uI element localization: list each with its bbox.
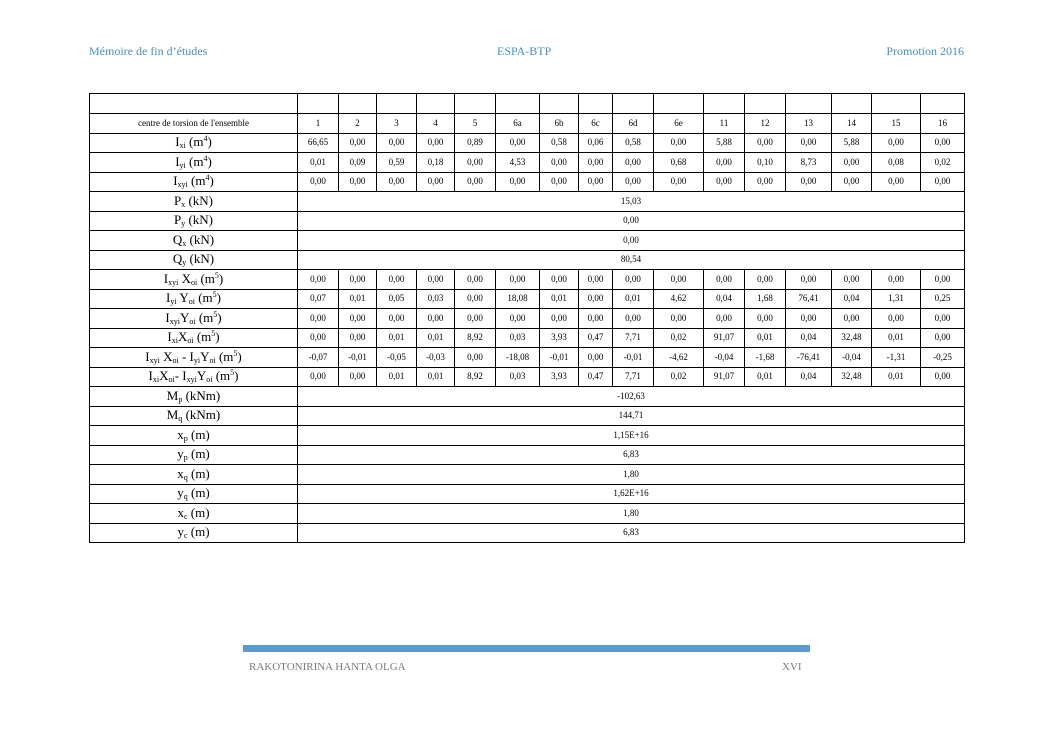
table-row — [90, 426, 965, 446]
value-cell: 0,00 — [377, 270, 417, 290]
value-cell: 0,06 — [579, 133, 613, 153]
value-cell: 0,00 — [745, 133, 786, 153]
value-cell: 0,00 — [579, 348, 613, 368]
row-label: $I_{xi}X_{oi}$ $(m^5)$ — [90, 328, 298, 348]
value-cell: 0,08 — [872, 153, 921, 173]
value-cell: 0,03 — [496, 328, 540, 348]
row-label: $x_c$ (m) — [90, 504, 298, 524]
value-cell: 0,01 — [417, 367, 455, 387]
value-cell: 0,01 — [872, 367, 921, 387]
value-cell: -0,03 — [417, 348, 455, 368]
value-cell: 0,00 — [654, 309, 704, 329]
column-header: 5 — [455, 114, 496, 134]
value-cell: 4,53 — [496, 153, 540, 173]
column-header: 11 — [704, 114, 745, 134]
value-cell: 0,00 — [832, 172, 872, 192]
table-row — [90, 328, 965, 348]
value-cell: 0,00 — [613, 309, 654, 329]
value-cell: 0,00 — [921, 270, 965, 290]
footer-bar — [243, 645, 810, 652]
table-row — [90, 523, 965, 543]
value-cell: 0,00 — [455, 172, 496, 192]
value-cell: 0,00 — [417, 172, 455, 192]
value-cell: 0,01 — [872, 328, 921, 348]
value-cell: 0,00 — [496, 270, 540, 290]
value-cell: 0,00 — [579, 172, 613, 192]
value-cell: 0,04 — [832, 289, 872, 309]
row-label: $P_y$ (kN) — [90, 211, 298, 231]
value-cell: 7,71 — [613, 328, 654, 348]
table-row — [90, 172, 965, 192]
value-cell: 0,00 — [417, 133, 455, 153]
value-cell: -1,31 — [872, 348, 921, 368]
row-label: $I_{xi}X_{oi}-$ $I_{xyi}Y_{oi}$ $(m^5)$ — [90, 367, 298, 387]
value-cell: 0,00 — [579, 309, 613, 329]
value-cell: 0,00 — [832, 270, 872, 290]
value-cell: 0,00 — [417, 270, 455, 290]
value-cell: -1,68 — [745, 348, 786, 368]
table-row — [90, 289, 965, 309]
value-cell: 0,00 — [654, 172, 704, 192]
column-header: 14 — [832, 114, 872, 134]
value-cell: 76,41 — [786, 289, 832, 309]
value-cell: -18,08 — [496, 348, 540, 368]
value-cell: 32,48 — [832, 367, 872, 387]
value-cell: 0,18 — [417, 153, 455, 173]
table-row — [90, 406, 965, 426]
value-cell: 0,05 — [377, 289, 417, 309]
row-label: $x_q$ (m) — [90, 465, 298, 485]
value-cell: 0,00 — [455, 289, 496, 309]
row-label: $I_{xyi}Y_{oi}$ $(m^5)$ — [90, 309, 298, 329]
total-value-cell: 80,54 — [298, 250, 965, 270]
value-cell: 0,00 — [496, 133, 540, 153]
value-cell: 0,01 — [417, 328, 455, 348]
value-cell: 0,00 — [654, 270, 704, 290]
value-cell: -0,01 — [540, 348, 579, 368]
header-left-title: Mémoire de fin d’études — [89, 44, 208, 58]
table-row — [90, 445, 965, 465]
blank-cell — [455, 94, 496, 114]
row-label: $I_{xi}$ $(m^4)$ — [90, 133, 298, 153]
header-center-title: ESPA-BTP — [497, 44, 552, 58]
row-label: $Q_y$ (kN) — [90, 250, 298, 270]
row-label: $M_p$ (kNm) — [90, 387, 298, 407]
total-value-cell: -102,63 — [298, 387, 965, 407]
value-cell: 0,01 — [613, 289, 654, 309]
footer-author: RAKOTONIRINA HANTA OLGA — [249, 661, 406, 673]
total-value-cell: 0,00 — [298, 231, 965, 251]
value-cell: 0,00 — [339, 270, 377, 290]
value-cell: 0,00 — [339, 172, 377, 192]
table-row — [90, 484, 965, 504]
value-cell: 0,01 — [377, 367, 417, 387]
value-cell: 7,71 — [613, 367, 654, 387]
table-row — [90, 348, 965, 368]
table-row — [90, 270, 965, 290]
blank-cell — [704, 94, 745, 114]
value-cell: -4,62 — [654, 348, 704, 368]
column-header: 16 — [921, 114, 965, 134]
value-cell: 0,10 — [745, 153, 786, 173]
value-cell: 0,00 — [455, 153, 496, 173]
value-cell: 1,31 — [872, 289, 921, 309]
column-header: 6c — [579, 114, 613, 134]
column-header: 13 — [786, 114, 832, 134]
value-cell: 0,00 — [832, 309, 872, 329]
value-cell: 18,08 — [496, 289, 540, 309]
value-cell: 0,01 — [377, 328, 417, 348]
header-right-title: Promotion 2016 — [886, 44, 964, 58]
value-cell: 0,00 — [540, 270, 579, 290]
table-row — [90, 387, 965, 407]
value-cell: -0,04 — [832, 348, 872, 368]
value-cell: -0,01 — [613, 348, 654, 368]
value-cell: 0,00 — [872, 172, 921, 192]
value-cell: 8,73 — [786, 153, 832, 173]
value-cell: -76,41 — [786, 348, 832, 368]
value-cell: 0,09 — [339, 153, 377, 173]
blank-cell — [90, 94, 298, 114]
value-cell: 3,93 — [540, 367, 579, 387]
torsion-center-table — [89, 93, 965, 543]
column-header: 6d — [613, 114, 654, 134]
value-cell: 0,00 — [704, 309, 745, 329]
value-cell: 0,00 — [540, 172, 579, 192]
blank-row — [90, 94, 965, 114]
blank-cell — [921, 94, 965, 114]
blank-cell — [298, 94, 339, 114]
value-cell: 0,00 — [786, 172, 832, 192]
blank-cell — [417, 94, 455, 114]
value-cell: 0,00 — [339, 309, 377, 329]
table-row — [90, 211, 965, 231]
value-cell: 0,07 — [298, 289, 339, 309]
row-label: $y_p$ (m) — [90, 445, 298, 465]
blank-cell — [579, 94, 613, 114]
row-label: $P_x$ (kN) — [90, 192, 298, 212]
value-cell: 0,00 — [339, 328, 377, 348]
value-cell: 0,00 — [786, 133, 832, 153]
value-cell: 0,58 — [540, 133, 579, 153]
value-cell: 0,00 — [654, 133, 704, 153]
value-cell: 0,00 — [579, 270, 613, 290]
value-cell: 0,01 — [298, 153, 339, 173]
table-row — [90, 309, 965, 329]
blank-cell — [496, 94, 540, 114]
value-cell: -0,04 — [704, 348, 745, 368]
value-cell: 0,01 — [745, 367, 786, 387]
column-header: 15 — [872, 114, 921, 134]
table-row — [90, 153, 965, 173]
value-cell: 0,00 — [455, 348, 496, 368]
blank-cell — [654, 94, 704, 114]
value-cell: 0,00 — [832, 153, 872, 173]
value-cell: 0,00 — [579, 153, 613, 173]
value-cell: 0,00 — [455, 309, 496, 329]
value-cell: 0,00 — [921, 309, 965, 329]
value-cell: 0,00 — [704, 172, 745, 192]
value-cell: 0,00 — [704, 153, 745, 173]
value-cell: 91,07 — [704, 367, 745, 387]
value-cell: 0,03 — [496, 367, 540, 387]
value-cell: -0,05 — [377, 348, 417, 368]
value-cell: 0,00 — [745, 270, 786, 290]
value-cell: 32,48 — [832, 328, 872, 348]
value-cell: 0,68 — [654, 153, 704, 173]
value-cell: 0,00 — [579, 289, 613, 309]
value-cell: -0,25 — [921, 348, 965, 368]
total-value-cell: 15,03 — [298, 192, 965, 212]
column-header-row — [90, 114, 965, 134]
value-cell: 5,88 — [704, 133, 745, 153]
total-value-cell: 1,80 — [298, 465, 965, 485]
blank-cell — [786, 94, 832, 114]
value-cell: -0,01 — [339, 348, 377, 368]
total-value-cell: 1,80 — [298, 504, 965, 524]
value-cell: 0,00 — [921, 328, 965, 348]
column-header: 2 — [339, 114, 377, 134]
value-cell: 0,47 — [579, 367, 613, 387]
blank-cell — [613, 94, 654, 114]
value-cell: 0,00 — [377, 133, 417, 153]
row-label: $y_c$ (m) — [90, 523, 298, 543]
blank-cell — [540, 94, 579, 114]
value-cell: 0,25 — [921, 289, 965, 309]
column-header: 4 — [417, 114, 455, 134]
value-cell: 0,00 — [339, 367, 377, 387]
value-cell: 0,00 — [745, 309, 786, 329]
column-header: 1 — [298, 114, 339, 134]
value-cell: 3,93 — [540, 328, 579, 348]
value-cell: 0,02 — [921, 153, 965, 173]
blank-cell — [745, 94, 786, 114]
row-label: $I_{xyi}$ $(m^4)$ — [90, 172, 298, 192]
value-cell: 0,00 — [298, 328, 339, 348]
value-cell: 0,04 — [704, 289, 745, 309]
table-title: centre de torsion de l'ensemble — [90, 114, 298, 134]
value-cell: 0,47 — [579, 328, 613, 348]
value-cell: 5,88 — [832, 133, 872, 153]
table-row — [90, 192, 965, 212]
value-cell: 0,00 — [377, 309, 417, 329]
value-cell: 8,92 — [455, 367, 496, 387]
value-cell: 0,00 — [786, 309, 832, 329]
row-label: $I_{xyi}$ $X_{oi} - I_{yi}Y_{oi}$ $(m^5)$ — [90, 348, 298, 368]
value-cell: 0,00 — [339, 133, 377, 153]
value-cell: 0,00 — [540, 309, 579, 329]
total-value-cell: 6,83 — [298, 523, 965, 543]
value-cell: 0,03 — [417, 289, 455, 309]
value-cell: 0,00 — [377, 172, 417, 192]
column-header: 6a — [496, 114, 540, 134]
total-value-cell: 0,00 — [298, 211, 965, 231]
table-row — [90, 465, 965, 485]
value-cell: 0,00 — [613, 270, 654, 290]
value-cell: 0,00 — [921, 133, 965, 153]
value-cell: 0,00 — [921, 172, 965, 192]
row-label: $Q_x$ (kN) — [90, 231, 298, 251]
value-cell: 8,92 — [455, 328, 496, 348]
row-label: $y_q$ (m) — [90, 484, 298, 504]
value-cell: 0,02 — [654, 367, 704, 387]
value-cell: 0,00 — [298, 172, 339, 192]
blank-cell — [377, 94, 417, 114]
value-cell: 0,00 — [921, 367, 965, 387]
value-cell: 0,02 — [654, 328, 704, 348]
value-cell: 0,00 — [298, 270, 339, 290]
value-cell: 0,89 — [455, 133, 496, 153]
value-cell: 0,00 — [496, 309, 540, 329]
footer-page-number: XVI — [782, 661, 802, 673]
value-cell: 0,00 — [298, 309, 339, 329]
total-value-cell: 1,15E+16 — [298, 426, 965, 446]
table-row — [90, 367, 965, 387]
value-cell: 0,01 — [339, 289, 377, 309]
value-cell: 0,00 — [872, 309, 921, 329]
value-cell: 0,01 — [745, 328, 786, 348]
row-label: $I_{yi}$ $Y_{oi}$ $(m^5)$ — [90, 289, 298, 309]
value-cell: 0,00 — [872, 270, 921, 290]
row-label: $I_{xyi}$ $X_{oi}$ $(m^5)$ — [90, 270, 298, 290]
column-header: 6e — [654, 114, 704, 134]
value-cell: 0,04 — [786, 328, 832, 348]
total-value-cell: 1,62E+16 — [298, 484, 965, 504]
blank-cell — [339, 94, 377, 114]
total-value-cell: 144,71 — [298, 406, 965, 426]
column-header: 3 — [377, 114, 417, 134]
value-cell: 0,00 — [745, 172, 786, 192]
table-row — [90, 250, 965, 270]
value-cell: 91,07 — [704, 328, 745, 348]
value-cell: 0,00 — [613, 153, 654, 173]
column-header: 12 — [745, 114, 786, 134]
value-cell: 66,65 — [298, 133, 339, 153]
value-cell: 0,00 — [455, 270, 496, 290]
value-cell: 0,00 — [298, 367, 339, 387]
column-header: 6b — [540, 114, 579, 134]
value-cell: 0,00 — [540, 153, 579, 173]
value-cell: 1,68 — [745, 289, 786, 309]
value-cell: 0,01 — [540, 289, 579, 309]
value-cell: 4,62 — [654, 289, 704, 309]
value-cell: 0,00 — [417, 309, 455, 329]
value-cell: 0,00 — [872, 133, 921, 153]
value-cell: -0,07 — [298, 348, 339, 368]
value-cell: 0,00 — [786, 270, 832, 290]
value-cell: 0,58 — [613, 133, 654, 153]
value-cell: 0,04 — [786, 367, 832, 387]
value-cell: 0,00 — [704, 270, 745, 290]
value-cell: 0,00 — [613, 172, 654, 192]
row-label: $M_q$ (kNm) — [90, 406, 298, 426]
total-value-cell: 6,83 — [298, 445, 965, 465]
table-row — [90, 231, 965, 251]
value-cell: 0,59 — [377, 153, 417, 173]
table-row — [90, 504, 965, 524]
row-label: $I_{yi}$ $(m^4)$ — [90, 153, 298, 173]
table-row — [90, 133, 965, 153]
value-cell: 0,00 — [496, 172, 540, 192]
row-label: $x_p$ (m) — [90, 426, 298, 446]
blank-cell — [832, 94, 872, 114]
blank-cell — [872, 94, 921, 114]
